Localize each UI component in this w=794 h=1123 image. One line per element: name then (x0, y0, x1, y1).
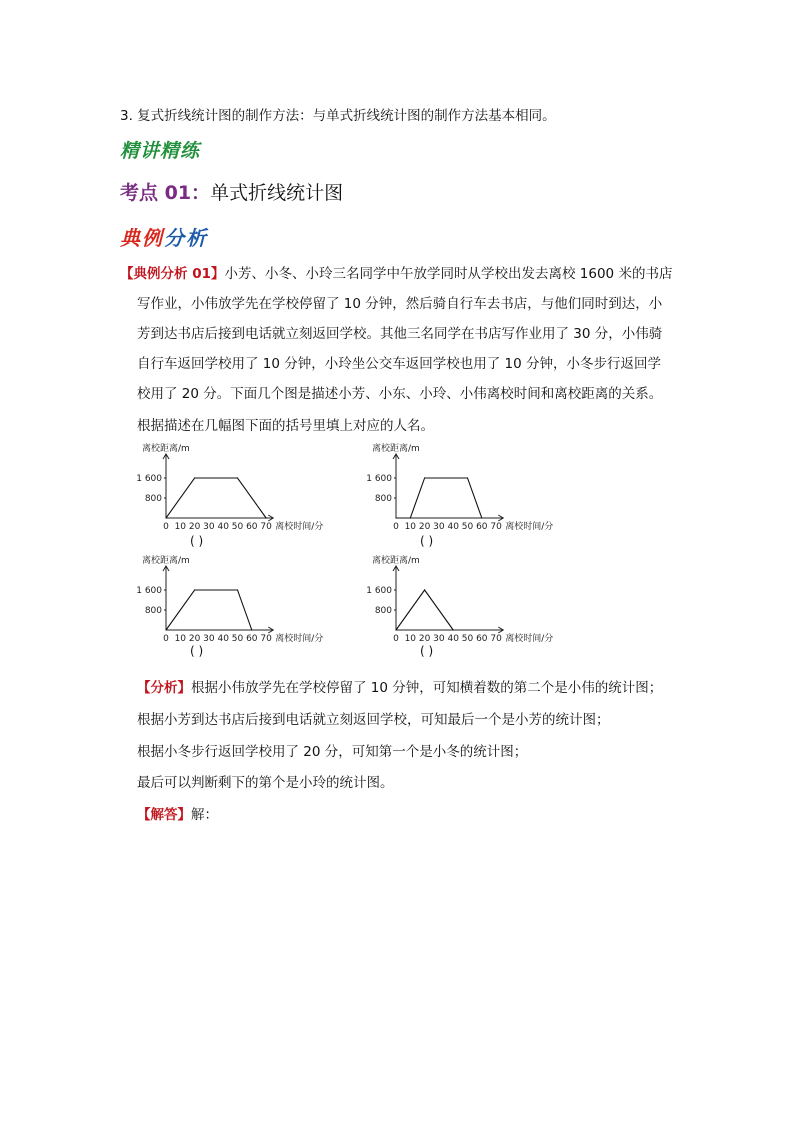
x-tick-label: 70 (260, 522, 272, 530)
data-point (453, 629, 454, 630)
problem-tag: 【典例分析 01】 (120, 266, 225, 282)
data-point (410, 517, 411, 518)
analysis-line-3: 根据小冬步行返回学校用了 20 分，可知第一个是小冬的统计图； (137, 744, 528, 760)
x-axis-label: 离校时间/分 (275, 634, 324, 642)
chart-3 (132, 554, 342, 642)
example-header (120, 222, 208, 251)
data-point (165, 629, 166, 630)
x-tick-label: 20 (188, 634, 201, 642)
y-tick-label: 800 (374, 494, 392, 504)
answer-paren-4[interactable]: ( ) (420, 644, 434, 658)
chart-background (362, 554, 572, 642)
x-tick-label: 30 (433, 634, 445, 642)
answer-tag: 【解答】 (137, 807, 191, 823)
chart-background (132, 554, 342, 642)
data-point (467, 477, 468, 478)
problem-line-3: 芳到达书店后接到电话就立刻返回学校。其他三名同学在书店写作业用了 30 分，小伟骑 (137, 326, 663, 342)
y-tick-label: 800 (374, 606, 392, 616)
data-point (237, 589, 238, 590)
x-tick-label: 10 (404, 634, 417, 642)
answer-paren-3[interactable]: ( ) (190, 644, 204, 658)
data-point (194, 477, 195, 478)
data-point (424, 589, 425, 590)
y-tick-label: 800 (144, 606, 162, 616)
section-title: 精讲精练 (120, 140, 201, 162)
x-tick-label: 30 (433, 522, 445, 530)
x-tick-label: 70 (260, 634, 272, 642)
y-axis-label: 离校距离/m (142, 444, 190, 454)
x-tick-label: 40 (447, 522, 459, 530)
problem-line-5: 校用了 20 分。下面几个图是描述小芳、小东、小玲、小伟离校时间和离校距离的关系。 (137, 386, 663, 402)
data-point (165, 517, 166, 518)
x-tick-label: 70 (490, 634, 502, 642)
x-tick-label: 20 (188, 522, 201, 530)
x-tick-label: 30 (203, 522, 215, 530)
chart-4 (362, 554, 572, 642)
topic-heading (120, 178, 343, 205)
x-tick-label: 60 (246, 634, 258, 642)
x-tick-label: 50 (461, 634, 474, 642)
x-tick-label: 30 (203, 634, 215, 642)
problem-text-1: 小芳、小冬、小玲三名同学中午放学同时从学校出发去离校 1600 米的书店 (224, 266, 673, 282)
x-tick-label: 60 (246, 522, 258, 530)
y-axis-label: 离校距离/m (142, 556, 190, 566)
y-axis-label: 离校距离/m (372, 556, 420, 566)
x-tick-label: 70 (490, 522, 502, 530)
y-tick-label: 800 (144, 494, 162, 504)
x-tick-label: 20 (418, 522, 431, 530)
x-tick-label: 40 (217, 634, 229, 642)
x-tick-label: 0 (393, 634, 399, 642)
x-tick-label: 50 (231, 634, 244, 642)
method-line: 3. 复式折线统计图的制作方法：与单式折线统计图的制作方法基本相同。 (120, 108, 556, 124)
y-tick-label: 1 600 (136, 474, 162, 484)
problem-line-6: 根据描述在几幅图下面的括号里填上对应的人名。 (137, 418, 434, 434)
data-point (395, 517, 396, 518)
problem-line-2: 写作业，小伟放学先在学校停留了 10 分钟，然后骑自行车去书店，与他们同时到达，小 (137, 296, 663, 312)
x-tick-label: 40 (217, 522, 229, 530)
x-tick-label: 0 (163, 634, 169, 642)
example-header-part2: 分析 (164, 226, 208, 250)
y-axis-label: 离校距离/m (372, 444, 420, 454)
analysis-line-1 (137, 676, 662, 696)
y-tick-label: 1 600 (366, 586, 392, 596)
x-tick-label: 60 (476, 634, 488, 642)
data-point (424, 477, 425, 478)
analysis-line-2: 根据小芳到达书店后接到电话就立刻返回学校，可知最后一个是小芳的统计图； (137, 712, 610, 728)
data-point (194, 589, 195, 590)
chart-background (132, 442, 342, 530)
analysis-text-1: 根据小伟放学先在学校停留了 10 分钟，可知横着数的第二个是小伟的统计图； (191, 680, 663, 696)
x-tick-label: 10 (404, 522, 417, 530)
data-point (266, 517, 267, 518)
x-tick-label: 50 (231, 522, 244, 530)
x-tick-label: 10 (174, 634, 187, 642)
x-axis-label: 离校时间/分 (275, 522, 324, 530)
y-tick-label: 1 600 (366, 474, 392, 484)
topic-title: 单式折线统计图 (210, 182, 344, 204)
x-axis-label: 离校时间/分 (505, 634, 554, 642)
x-tick-label: 40 (447, 634, 459, 642)
x-tick-label: 50 (461, 522, 474, 530)
chart-1 (132, 442, 342, 530)
data-point (395, 629, 396, 630)
data-point (237, 477, 238, 478)
answer-line (137, 803, 218, 823)
analysis-tag: 【分析】 (137, 680, 191, 696)
answer-paren-1[interactable]: ( ) (190, 534, 204, 548)
x-tick-label: 0 (393, 522, 399, 530)
x-tick-label: 20 (418, 634, 431, 642)
chart-background (362, 442, 572, 530)
problem-line-1 (120, 262, 672, 282)
x-tick-label: 60 (476, 522, 488, 530)
answer-text: 解： (191, 807, 218, 823)
problem-line-4: 自行车返回学校用了 10 分钟，小玲坐公交车返回学校也用了 10 分钟，小冬步行返回学 (137, 356, 662, 372)
analysis-line-4: 最后可以判断剩下的第个是小玲的统计图。 (137, 775, 394, 791)
chart-2 (362, 442, 572, 530)
x-tick-label: 10 (174, 522, 187, 530)
data-point (481, 517, 482, 518)
example-header-part1: 典例 (120, 226, 164, 250)
y-tick-label: 1 600 (136, 586, 162, 596)
x-tick-label: 0 (163, 522, 169, 530)
answer-paren-2[interactable]: ( ) (420, 534, 434, 548)
x-axis-label: 离校时间/分 (505, 522, 554, 530)
data-point (251, 629, 252, 630)
topic-prefix: 考点 01： (120, 182, 211, 204)
